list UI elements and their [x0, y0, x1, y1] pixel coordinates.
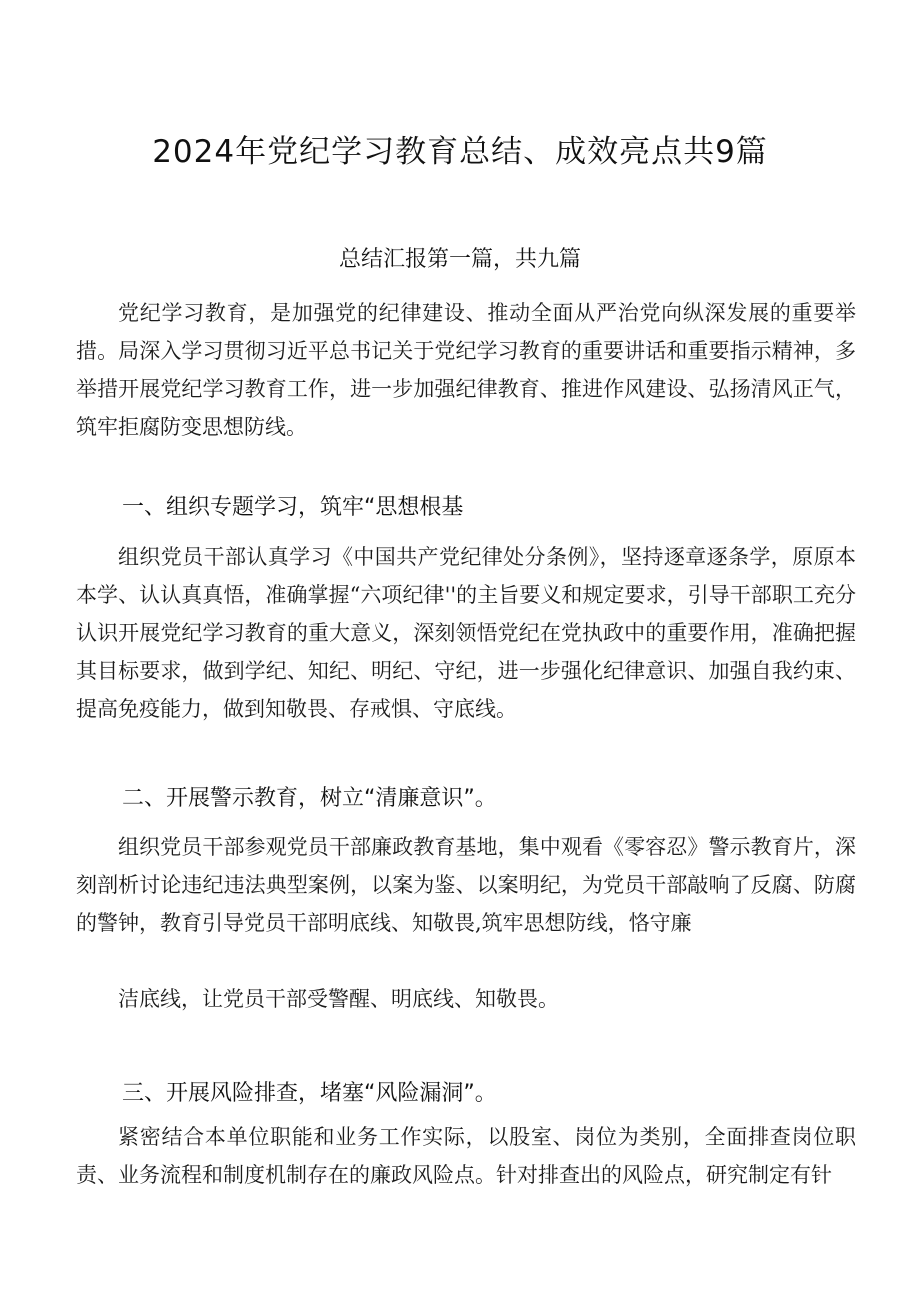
intro-paragraph: 党纪学习教育，是加强党的纪律建设、推动全面从严治党向纵深发展的重要举措。局深入学习贯彻习近平总书记关于党纪学习教育的重要讲话和重要指示精神，多举措开展党纪学习教育工作，进一步加强纪律教育、推进作风建设、弘扬清风正气，筑牢拒腐防变思想防线。 [76, 301, 856, 439]
section-2-heading: 二、开展警示教育，树立“清廉意识”。 [122, 786, 497, 811]
section-1-body: 组织党员干部认真学习《中国共产党纪律处分条例》，坚持逐章逐条学，原原本本学、认认真真悟，准确掌握“六项纪律''的主旨要义和规定要求，引导干部职工充分认识开展党纪学习教育的重大意义，深刻领悟党纪在党执政中的重要作用，准确把握其目标要求，做到学纪、知纪、明纪、守纪，进一步强化纪律意识、加强自我约束、提高免疫能力，做到知敬畏、存戒惧、守底线。 [76, 545, 856, 721]
section-3-heading: 三、开展风险排查，堵塞“风险漏洞”。 [122, 1081, 497, 1106]
section-2-body: 组织党员干部参观党员干部廉政教育基地，集中观看《零容忍》警示教育片，深刻剖析讨论违纪违法典型案例，以案为鉴、以案明纪，为党员干部敲响了反腐、防腐的警钟，教育引导党员干部明底线、知敬畏,筑牢思想防线，恪守廉 [76, 835, 856, 935]
section-1-heading: 一、组织专题学习，筑牢“思想根基 [122, 495, 464, 520]
document-title: 2024年党纪学习教育总结、成效亮点共9篇 [152, 134, 768, 170]
document-subtitle: 总结汇报第一篇，共九篇 [338, 247, 581, 272]
section-3-body: 紧密结合本单位职能和业务工作实际，以股室、岗位为类别，全面排查岗位职责、业务流程和制度机制存在的廉政风险点。针对排查出的风险点，研究制定有针 [76, 1125, 856, 1187]
section-2-body-continued: 洁底线，让党员干部受警醒、明底线、知敬畏。 [118, 987, 559, 1011]
